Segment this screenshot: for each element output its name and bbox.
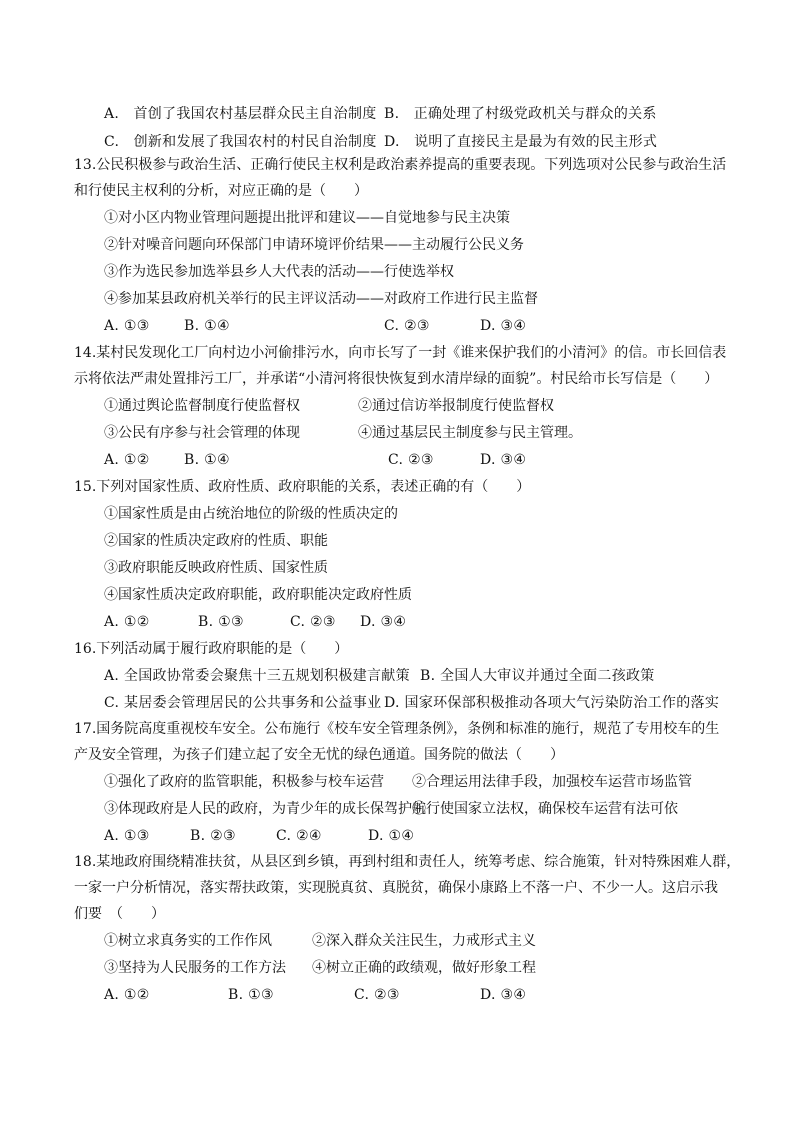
q12-option-c: C. 创新和发展了我国农村的村民自治制度 bbox=[104, 134, 377, 150]
q15-option-b: B. ①③ bbox=[198, 614, 244, 630]
q13-option-b: B. ①④ bbox=[184, 318, 230, 334]
q18-statement-2: ②深入群众关注民生，力戒形式主义 bbox=[312, 933, 536, 949]
q14-option-b: B. ①④ bbox=[184, 452, 230, 468]
q16-option-a: A. 全国政协常委会聚焦十三五规划积极建言献策 bbox=[104, 668, 410, 684]
q13-option-a: A. ①③ bbox=[104, 318, 150, 334]
q17-stem-line-2: 产及安全管理，为孩子们建立起了安全无忧的绿色通道。国务院的做法（ ） bbox=[74, 747, 564, 763]
q17-statement-3: ③体现政府是人民的政府，为青少年的成长保驾护航 bbox=[104, 801, 426, 817]
q12-option-b: B. 正确处理了村级党政机关与群众的关系 bbox=[384, 106, 657, 122]
q18-option-b: B. ①③ bbox=[228, 987, 274, 1003]
q17-statement-4: ④行使国家立法权，确保校车运营有法可依 bbox=[412, 801, 678, 817]
q17-option-b: B. ②③ bbox=[190, 828, 236, 844]
q15-statement-3: ③政府职能反映政府性质、国家性质 bbox=[104, 560, 328, 576]
q14-stem-line-2: 示将依法严肃处置排污工厂，并承诺“小清河将很快恢复到水清岸绿的面貌”。村民给市长写信是（ ） bbox=[74, 371, 719, 387]
q13-statement-3: ③作为选民参加选举县乡人大代表的活动——行使选举权 bbox=[104, 264, 454, 280]
q18-stem-line-2: 一家一户分析情况，落实帮扶政策，实现脱真贫、真脱贫，确保小康路上不落一户、不少一人。这启示我 bbox=[74, 880, 718, 896]
q16-option-c: C. 某居委会管理居民的公共事务和公益事业 bbox=[104, 695, 382, 711]
q15-option-c: C. ②③ bbox=[290, 614, 336, 630]
q13-statement-1: ①对小区内物业管理问题提出批评和建议——自觉地参与民主决策 bbox=[104, 210, 510, 226]
q13-stem-line-1: 13.公民积极参与政治生活、正确行使民主权利是政治素养提高的重要表现。下列选项对公民参与政治生活 bbox=[74, 157, 727, 173]
q14-statement-3: ③公民有序参与社会管理的体现 bbox=[104, 425, 300, 441]
q18-stem-line-1: 18.某地政府围绕精准扶贫，从县区到乡镇，再到村组和责任人，统筹考虑、综合施策，针对特殊困难人群， bbox=[74, 854, 741, 870]
q13-stem-line-2: 和行使民主权利的分析，对应正确的是（ ） bbox=[74, 183, 368, 199]
q18-stem-line-3: 们要 （ ） bbox=[74, 906, 165, 922]
q18-option-a: A. ①② bbox=[104, 987, 150, 1003]
q17-option-a: A. ①③ bbox=[104, 828, 150, 844]
q16-option-d: D. 国家环保部积极推动各项大气污染防治工作的落实 bbox=[384, 695, 720, 711]
q14-option-c: C. ②③ bbox=[388, 452, 434, 468]
q17-statement-2: ②合理运用法律手段，加强校车运营市场监管 bbox=[412, 774, 692, 790]
q13-option-d: D. ③④ bbox=[480, 318, 527, 334]
q15-statement-4: ④国家性质决定政府职能，政府职能决定政府性质 bbox=[104, 587, 412, 603]
q18-statement-1: ①树立求真务实的工作作风 bbox=[104, 933, 272, 949]
q13-statement-4: ④参加某县政府机关举行的民主评议活动——对政府工作进行民主监督 bbox=[104, 291, 538, 307]
q18-option-c: C. ②③ bbox=[354, 987, 400, 1003]
q17-stem-line-1: 17.国务院高度重视校车安全。公布施行《校车安全管理条例》，条例和标准的施行，规范了专用校车的生 bbox=[74, 721, 720, 737]
q14-option-a: A. ①② bbox=[104, 452, 150, 468]
q15-statement-2: ②国家的性质决定政府的性质、职能 bbox=[104, 533, 328, 549]
q16-stem: 16.下列活动属于履行政府职能的是（ ） bbox=[74, 641, 349, 657]
q17-option-c: C. ②④ bbox=[276, 828, 322, 844]
q13-statement-2: ②针对噪音问题向环保部门申请环境评价结果——主动履行公民义务 bbox=[104, 237, 524, 253]
q15-option-d: D. ③④ bbox=[360, 614, 407, 630]
q18-option-d: D. ③④ bbox=[480, 987, 527, 1003]
q12-option-a: A. 首创了我国农村基层群众民主自治制度 bbox=[104, 106, 377, 122]
q13-option-c: C. ②③ bbox=[384, 318, 430, 334]
q16-option-b: B. 全国人大审议并通过全面二孩政策 bbox=[420, 668, 655, 684]
q14-stem-line-1: 14.某村民发现化工厂向村边小河偷排污水，向市长写了一封《谁来保护我们的小清河》的信。市长回信表 bbox=[74, 345, 727, 361]
q15-option-a: A. ①② bbox=[104, 614, 150, 630]
q14-statement-2: ②通过信访举报制度行使监督权 bbox=[358, 398, 554, 414]
q15-statement-1: ①国家性质是由占统治地位的阶级的性质决定的 bbox=[104, 506, 398, 522]
q18-statement-4: ④树立正确的政绩观，做好形象工程 bbox=[312, 960, 536, 976]
q17-statement-1: ①强化了政府的监管职能，积极参与校车运营 bbox=[104, 774, 384, 790]
q18-statement-3: ③坚持为人民服务的工作方法 bbox=[104, 960, 286, 976]
q15-stem: 15.下列对国家性质、政府性质、政府职能的关系，表述正确的有（ ） bbox=[74, 479, 531, 495]
q14-statement-1: ①通过舆论监督制度行使监督权 bbox=[104, 398, 300, 414]
q17-option-d: D. ①④ bbox=[368, 828, 415, 844]
q14-option-d: D. ③④ bbox=[480, 452, 527, 468]
q12-option-d: D. 说明了直接民主是最为有效的民主形式 bbox=[384, 134, 658, 150]
q14-statement-4: ④通过基层民主制度参与民主管理。 bbox=[358, 425, 582, 441]
